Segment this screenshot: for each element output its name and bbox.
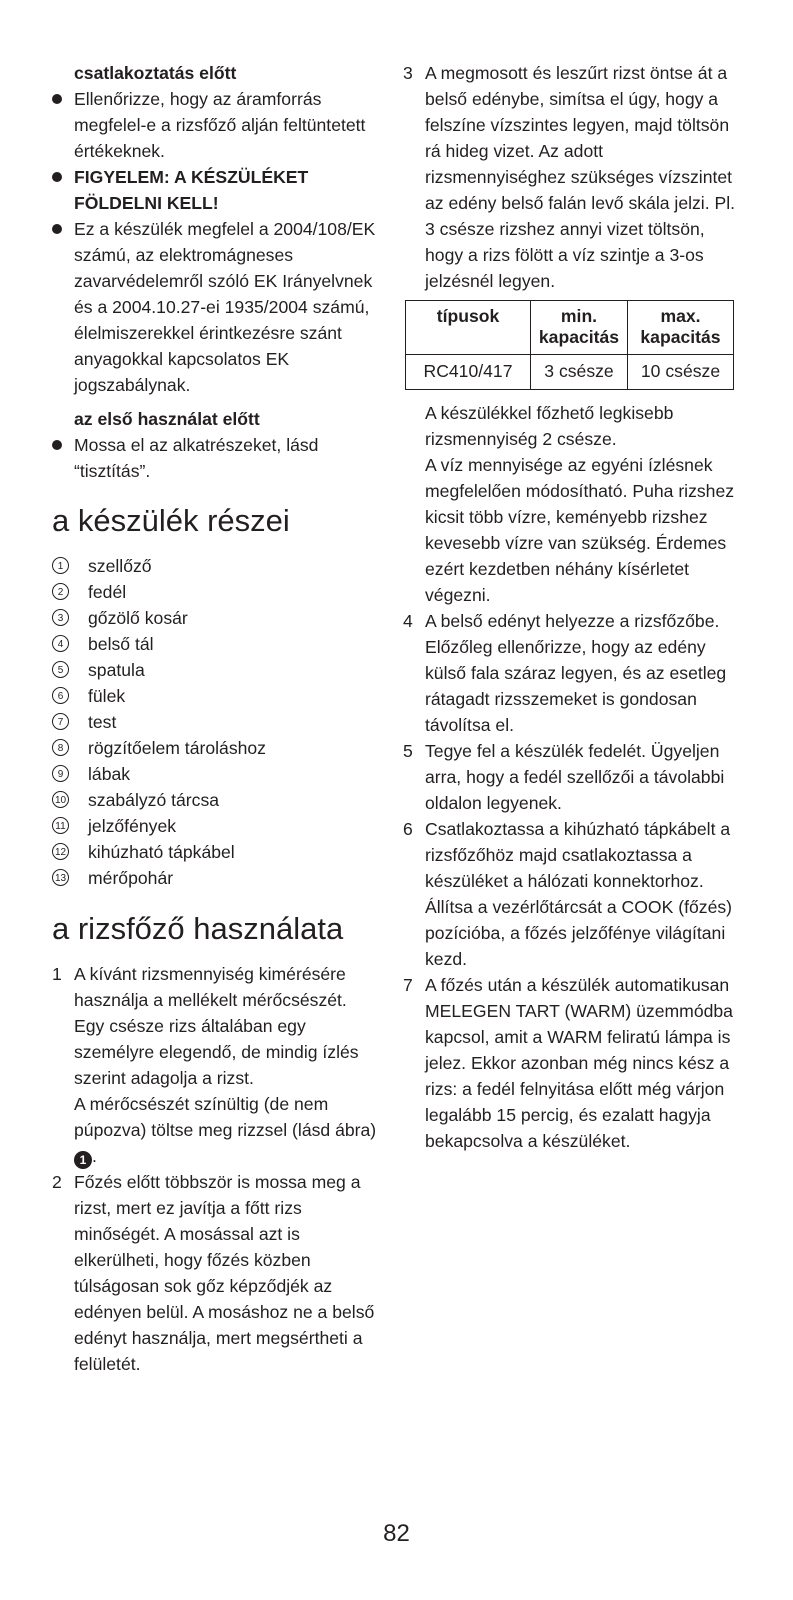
part-label: szellőző	[88, 556, 152, 576]
step-number: 5	[403, 741, 413, 761]
cell-max: 10 csésze	[628, 355, 734, 390]
figure-reference-badge: 1	[74, 1151, 92, 1169]
bullet-text: Ez a készülék megfelel a 2004/108/EK számú, az elektromágneses zavarvédelemről szóló EK Irányelvnek és a 2004.10.27-ei 1935/2004 számú, élelmiszerekkel érintkezésre szánt anyagokkal kapcsolatos EK jogszabálynak.	[74, 219, 376, 395]
step-2	[52, 1169, 377, 1377]
part-label: fedél	[88, 582, 127, 602]
step-1-continued	[52, 1091, 377, 1169]
bullet-dot-icon	[52, 172, 62, 182]
list-item	[52, 553, 377, 579]
list-item	[52, 683, 377, 709]
part-label: spatula	[88, 660, 145, 680]
bullet-compliance	[52, 216, 377, 398]
bullet-text: Mossa el az alkatrészeket, lásd “tisztítás”.	[74, 435, 319, 481]
number-circle-icon: 6	[52, 687, 69, 704]
step-6	[403, 816, 738, 972]
step-3	[403, 60, 738, 294]
part-label: rögzítőelem tároláshoz	[88, 738, 266, 758]
first-use-subhead: az első használat előtt	[74, 409, 260, 429]
table-row	[406, 355, 734, 390]
number-circle-icon: 10	[52, 791, 69, 808]
bullet-wash-parts	[52, 432, 377, 484]
bullet-text: FIGYELEM: A KÉSZÜLÉKET FÖLDELNI KELL!	[74, 167, 309, 213]
step-5	[403, 738, 738, 816]
number-circle-icon: 12	[52, 843, 69, 860]
list-item	[52, 761, 377, 787]
step-number: 2	[52, 1172, 62, 1192]
bullet-grounding-warning	[52, 164, 377, 216]
part-label: jelzőfények	[88, 816, 177, 836]
part-label: fülek	[88, 686, 126, 706]
cell-model: RC410/417	[406, 355, 531, 390]
list-item	[52, 657, 377, 683]
capacity-table	[405, 300, 734, 390]
step-text: Csatlakoztassa a kihúzható tápkábelt a rizsfőzőhöz majd csatlakoztassa a készüléket a hálózati konnektorhoz. Állítsa a vezérlőtárcsát a COOK (főzés) pozícióba, a főzés jelzőfénye világítani kezd.	[425, 819, 733, 969]
list-item	[52, 709, 377, 735]
step-number: 6	[403, 819, 413, 839]
list-item	[52, 813, 377, 839]
step-text: A főzés után a készülék automatikusan MELEGEN TART (WARM) üzemmódba kapcsol, amit a WARM feliratú lámpa is jelez. Ekkor azonban még nincs kész a rizs: a fedél felnyitása előtt még várjon legalább 15 percig, és ezalatt hagyja bekapcsolva a készüléket.	[425, 975, 733, 1151]
step-text-end: .	[92, 1146, 97, 1166]
header-types: típusok	[406, 301, 531, 355]
part-label: gőzölő kosár	[88, 608, 188, 628]
part-label: kihúzható tápkábel	[88, 842, 235, 862]
part-label: lábak	[88, 764, 131, 784]
number-circle-icon: 2	[52, 583, 69, 600]
bullet-dot-icon	[52, 94, 62, 104]
number-circle-icon: 13	[52, 869, 69, 886]
step-text: A megmosott és leszűrt rizst öntse át a belső edénybe, simítsa el úgy, hogy a felszíne vízszintes legyen, majd töltsön rá hideg vizet. Az adott rizsmennyiséghez szükséges vízszintet az edény belső falán levő skála jelzi. Pl. 3 csésze rizshez annyi vizet töltsön, hogy a rizs fölött a víz szintje a 3-os jelzésnél legyen.	[425, 63, 736, 291]
part-label: szabályzó tárcsa	[88, 790, 220, 810]
step-text: A kívánt rizsmennyiség kimérésére használja a mellékelt mérőcsészét. Egy csésze rizs általában egy személyre elegendő, de mindig ízlés szerint adagolja a rizst.	[74, 964, 359, 1088]
list-item	[52, 579, 377, 605]
step-text: A belső edényt helyezze a rizsfőzőbe. Előzőleg ellenőrizze, hogy az edény külső fala száraz legyen, és az esetleg rátagadt rizsszemeket is gondosan távolítsa el.	[425, 611, 727, 735]
number-circle-icon: 11	[52, 817, 69, 834]
note-water-amount: A víz mennyisége az egyéni ízlésnek megfelelően módosítható. Puha rizshez kicsit több vízre, keményebb rizshez kevesebb vízre van szükség. Érdemes ezért kezdetben néhány kísérletet végezni.	[425, 455, 735, 605]
connection-subhead: csatlakoztatás előtt	[74, 63, 237, 83]
list-item	[52, 865, 377, 891]
right-column	[403, 60, 738, 1154]
parts-list	[52, 553, 377, 891]
left-column	[52, 60, 377, 1377]
number-circle-icon: 1	[52, 557, 69, 574]
bullet-dot-icon	[52, 440, 62, 450]
step-text: A mérőcsészét színültig (de nem púpozva) töltse meg rizzsel (lásd ábra)	[74, 1094, 377, 1140]
step-number: 3	[403, 63, 413, 83]
list-item	[52, 605, 377, 631]
part-label: test	[88, 712, 117, 732]
header-max-capacity: max. kapacitás	[628, 301, 734, 355]
step-1	[52, 961, 377, 1091]
number-circle-icon: 4	[52, 635, 69, 652]
list-item	[52, 735, 377, 761]
header-min-capacity: min. kapacitás	[531, 301, 628, 355]
step-7	[403, 972, 738, 1154]
part-label: mérőpohár	[88, 868, 174, 888]
list-item	[52, 631, 377, 657]
usage-heading: a rizsfőző használata	[52, 911, 344, 946]
step-number: 1	[52, 964, 62, 984]
list-item	[52, 839, 377, 865]
number-circle-icon: 9	[52, 765, 69, 782]
parts-heading: a készülék részei	[52, 503, 290, 538]
bullet-dot-icon	[52, 224, 62, 234]
note-minimum-amount: A készülékkel főzhető legkisebb rizsmennyiség 2 csésze.	[425, 403, 674, 449]
step-4	[403, 608, 738, 738]
number-circle-icon: 3	[52, 609, 69, 626]
step-text: Főzés előtt többször is mossa meg a rizst, mert ez javítja a főtt rizs minőségét. A mosással azt is elkerülheti, hogy főzés közben túlságosan sok gőz képződjék az edényen belül. A mosáshoz ne a belső edényt használja, mert megsértheti a felületét.	[74, 1172, 375, 1374]
page-number: 82	[383, 1520, 410, 1547]
step-number: 7	[403, 975, 413, 995]
cell-min: 3 csésze	[531, 355, 628, 390]
number-circle-icon: 8	[52, 739, 69, 756]
step-text: Tegye fel a készülék fedelét. Ügyeljen arra, hogy a fedél szellőzői a távolabbi oldalon legyenek.	[425, 741, 725, 813]
number-circle-icon: 5	[52, 661, 69, 678]
part-label: belső tál	[88, 634, 154, 654]
step-number: 4	[403, 611, 413, 631]
bullet-power-check	[52, 86, 377, 164]
bullet-text: Ellenőrizze, hogy az áramforrás megfelel-e a rizsfőző alján feltüntetett értékeknek.	[74, 89, 366, 161]
table-header-row	[406, 301, 734, 355]
list-item	[52, 787, 377, 813]
number-circle-icon: 7	[52, 713, 69, 730]
